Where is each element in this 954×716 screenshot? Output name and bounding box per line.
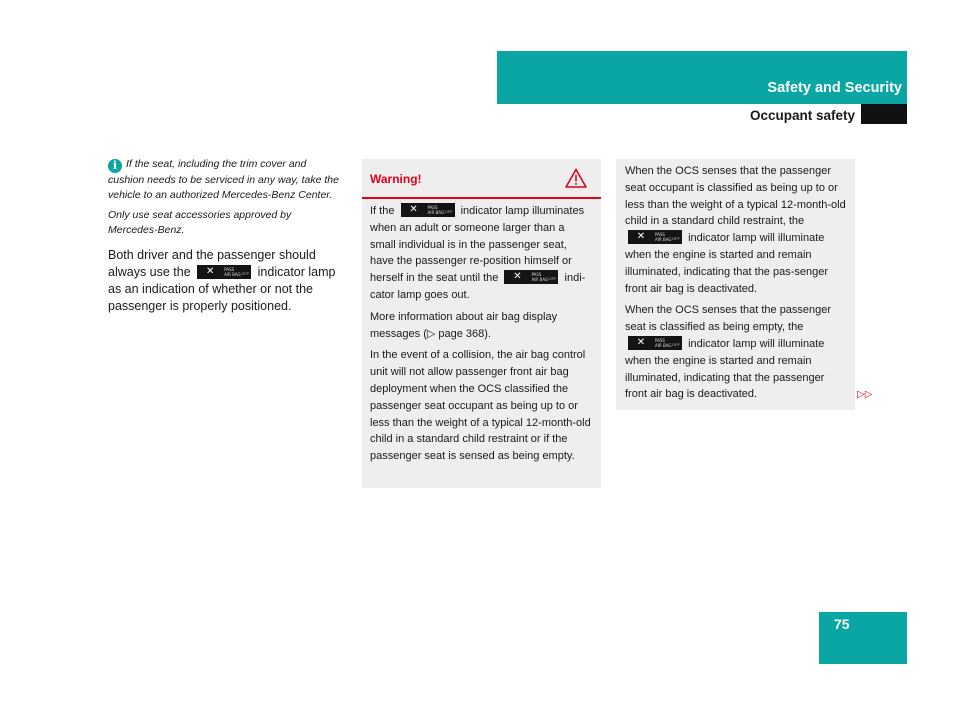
body-paragraph: [108, 247, 340, 315]
page-number: 75: [834, 616, 850, 632]
ocs-info-body: [616, 159, 855, 403]
warning-box: [362, 159, 601, 488]
note-service-text: If the seat, including the trim cover and cushion needs to be serviced in any way, take the vehicle to an authorized Mercedes-Benz Center.: [108, 158, 339, 201]
passenger-airbag-off-icon: ✕ PASS AIR BAG OFF: [504, 270, 558, 284]
passenger-airbag-off-icon: ✕ PASS AIR BAG OFF: [197, 265, 251, 279]
ocs-paragraph-2: When the OCS senses that the passenger seat is classified as being empty, the ✕ PASS AIR BAG OFF indicator lamp will illuminate when the engine is started and remain illuminated, indicating that the passenger front air bag is deactivated.: [625, 304, 832, 401]
warning-title: Warning!: [370, 172, 422, 186]
warning-header: [362, 159, 601, 199]
continued-arrows-icon: ▷▷: [857, 389, 873, 400]
warning-paragraph-3: In the event of a collision, the air bag control unit will not allow passenger front air bag deployment when the OCS classified the passenger seat occupant as being up to or less than the weight of a typical 12-month-old child in a standard child restraint or if the passenger seat is sensed as being empty.: [370, 349, 591, 463]
warning-body: [362, 199, 601, 465]
warning-paragraph-2: More information about air bag display messages (▷ page 368).: [370, 310, 558, 340]
passenger-airbag-off-icon: ✕ PASS AIR BAG OFF: [401, 203, 455, 217]
subsection-row: [497, 104, 907, 124]
ocs-paragraph-1: When the OCS senses that the passenger seat occupant is classified as being up to or less than the weight of a typical 12-month-old child in a standard child restraint, the ✕ PASS AIR BAG OFF indicator lamp will illuminate when the engine is started and remain illuminated, indicating that the pas-senger front air bag is deactivated.: [625, 165, 846, 295]
left-column: [108, 157, 340, 315]
page-number-box: [819, 612, 907, 664]
body-text-start: Both driver and the passenger should always use the: [108, 248, 316, 279]
passenger-airbag-off-icon: ✕ PASS AIR BAG OFF: [628, 336, 682, 350]
note-accessories: Only use seat accessories approved by Mercedes-Benz.: [108, 209, 292, 236]
warning-paragraph-1: If the ✕ PASS AIR BAG OFF indicator lamp illuminates when an adult or someone larger than a small individual is in the passenger seat, have the passenger re-position himself or herself in the seat until the ✕ PASS AIR BAG OFF indi-cator lamp goes out.: [370, 204, 586, 301]
subsection-marker: [861, 104, 907, 124]
subsection-title: Occupant safety: [749, 108, 855, 123]
warning-triangle-icon: [565, 168, 587, 188]
body-text-end: indicator lamp as an indication of whether or not the passenger is properly positioned.: [108, 265, 336, 313]
section-title: Safety and Security: [767, 80, 902, 96]
passenger-airbag-off-icon: ✕ PASS AIR BAG OFF: [628, 230, 682, 244]
note-service: [108, 157, 340, 202]
ocs-info-box: [616, 159, 855, 410]
info-icon: i: [108, 159, 122, 173]
header-band: [497, 51, 907, 104]
